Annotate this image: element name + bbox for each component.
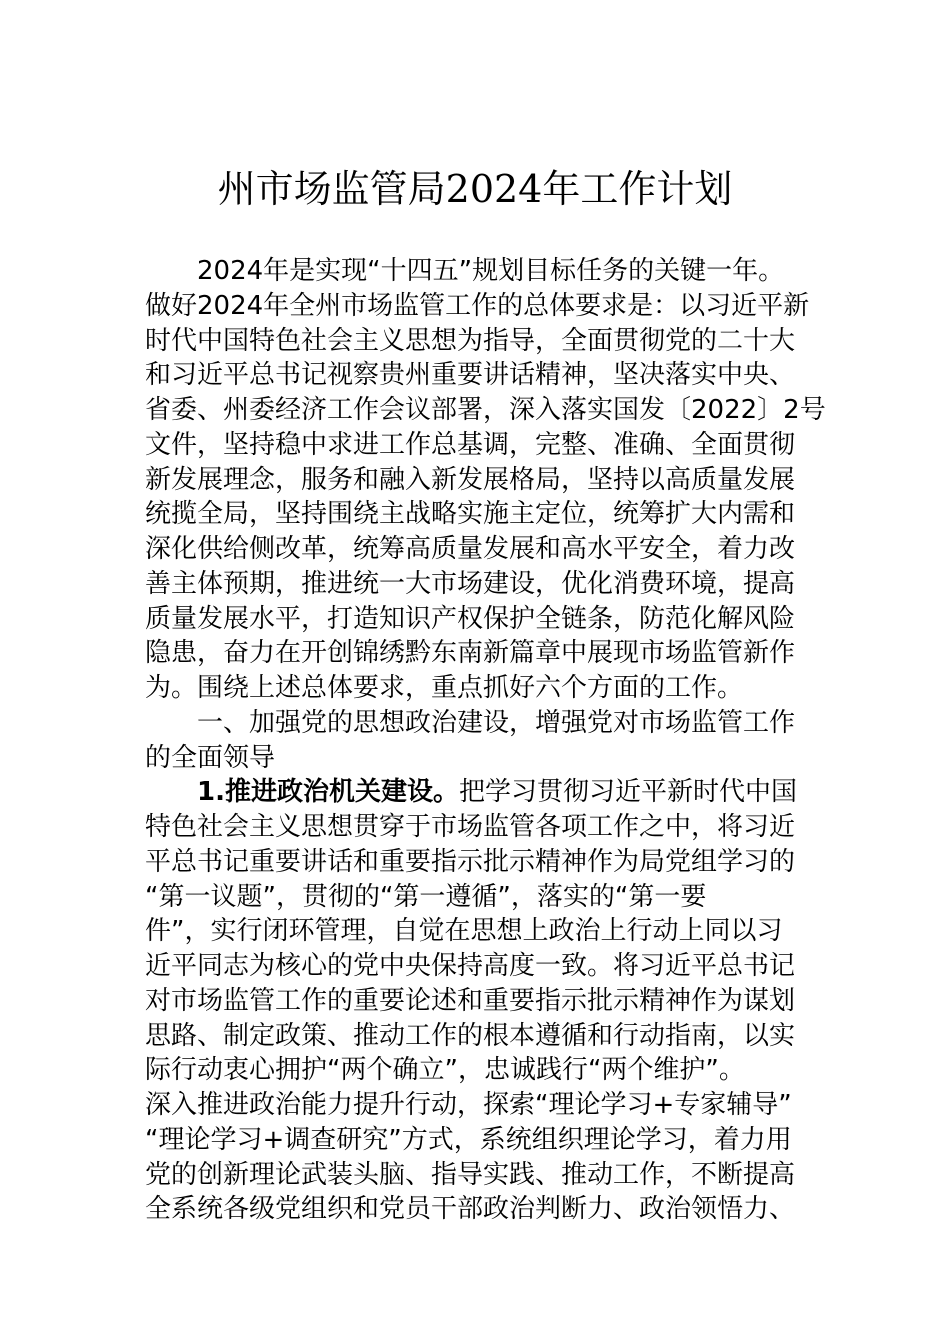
subsection-heading: 1.推进政治机关建设。 bbox=[197, 777, 459, 808]
paragraph-line: 2024年是实现“十四五”规划目标任务的关键一年。 bbox=[197, 256, 785, 286]
paragraph-line: 际行动衷心拥护“两个确立”，忠诚践行“两个维护”。 bbox=[145, 1055, 745, 1086]
paragraph-text: 把学习贯彻习近平新时代中国 bbox=[458, 777, 797, 808]
paragraph-line: 思路、制定政策、推动工作的根本遵循和行动指南，以实 bbox=[145, 1020, 796, 1051]
paragraph-line: 善主体预期，推进统一大市场建设，优化消费环境，提高 bbox=[145, 568, 796, 599]
paragraph-line: 深入推进政治能力提升行动，探索“理论学习+专家辅导” bbox=[145, 1090, 792, 1120]
paragraph-line: 件”，实行闭环管理，自觉在思想上政治上行动上同以习 bbox=[145, 916, 783, 947]
document-title: 州市场监管局2024年工作计划 bbox=[217, 167, 733, 211]
section-heading-line: 一、加强党的思想政治建设，增强党对市场监管工作 bbox=[197, 707, 796, 738]
paragraph-line: 省委、州委经济工作会议部署，深入落实国发〔2022〕2号 bbox=[145, 395, 826, 425]
paragraph-line: 质量发展水平，打造知识产权保护全链条，防范化解风险 bbox=[145, 603, 796, 634]
paragraph-line: 对市场监管工作的重要论述和重要指示批示精神作为谋划 bbox=[145, 985, 796, 1016]
paragraph-line: 做好2024年全州市场监管工作的总体要求是：以习近平新 bbox=[145, 290, 810, 321]
paragraph-line: 和习近平总书记视察贵州重要讲话精神，坚决落实中央、 bbox=[145, 360, 796, 391]
paragraph-line bbox=[145, 775, 815, 810]
paragraph-line: 文件，坚持稳中求进工作总基调，完整、准确、全面贯彻 bbox=[145, 429, 796, 460]
paragraph-line: 平总书记重要讲话和重要指示批示精神作为局党组学习的 bbox=[145, 846, 796, 877]
paragraph-line: “理论学习+调查研究”方式，系统组织理论学习，着力用 bbox=[145, 1124, 792, 1155]
paragraph-line: 统揽全局，坚持围绕主战略实施主定位，统筹扩大内需和 bbox=[145, 499, 796, 530]
paragraph-line: 深化供给侧改革，统筹高质量发展和高水平安全，着力改 bbox=[145, 534, 796, 564]
paragraph-line: 时代中国特色社会主义思想为指导，全面贯彻党的二十大 bbox=[145, 325, 796, 356]
paragraph-line: 近平同志为核心的党中央保持高度一致。将习近平总书记 bbox=[145, 951, 796, 981]
section-heading-line: 的全面领导 bbox=[145, 742, 276, 773]
paragraph-line: 特色社会主义思想贯穿于市场监管各项工作之中，将习近 bbox=[145, 812, 796, 842]
paragraph-line: 隐患，奋力在开创锦绣黔东南新篇章中展现市场监管新作 bbox=[145, 638, 796, 669]
paragraph-line: “第一议题”，贯彻的“第一遵循”，落实的“第一要 bbox=[145, 881, 707, 912]
paragraph-line: 党的创新理论武装头脑、指导实践、推动工作，不断提高 bbox=[145, 1159, 796, 1190]
paragraph-line: 全系统各级党组织和党员干部政治判断力、政治领悟力、 bbox=[145, 1194, 796, 1225]
paragraph-line: 新发展理念，服务和融入新发展格局，坚持以高质量发展 bbox=[145, 464, 796, 495]
document-body bbox=[145, 254, 826, 1227]
paragraph-line: 为。围绕上述总体要求，重点抓好六个方面的工作。 bbox=[145, 673, 744, 703]
